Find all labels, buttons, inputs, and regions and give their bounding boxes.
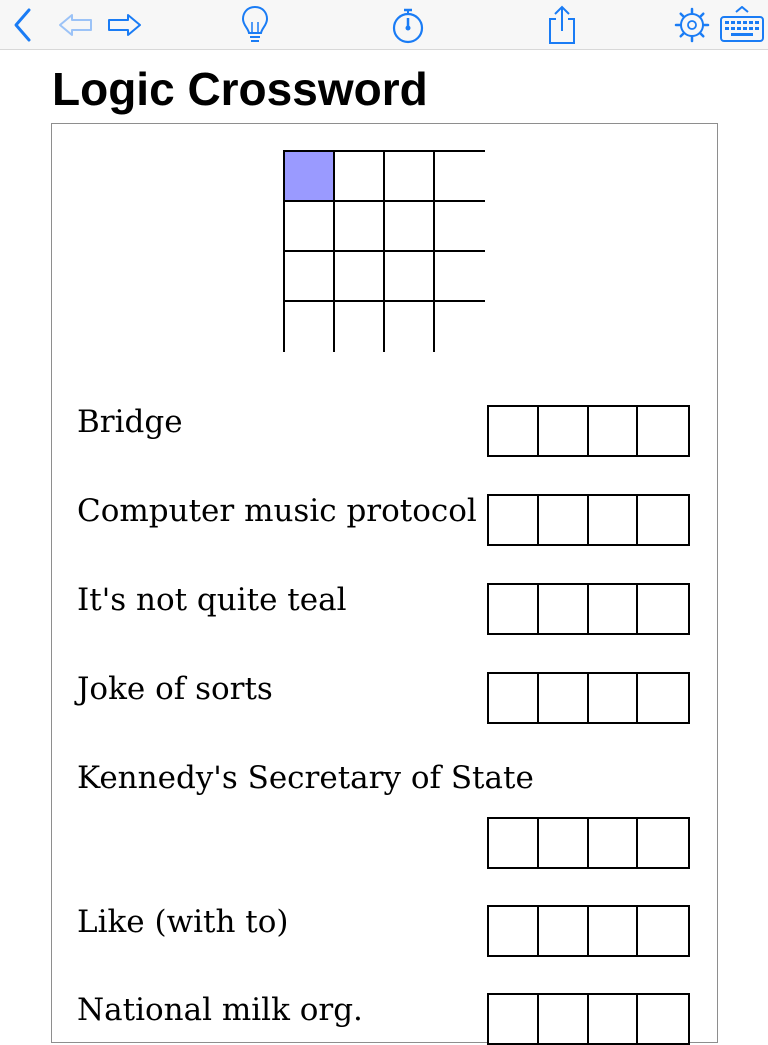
grid-cell-r1c4[interactable]: [435, 152, 485, 202]
answer-cell[interactable]: [539, 674, 589, 722]
answer-cell[interactable]: [489, 674, 539, 722]
grid-cell-r2c3[interactable]: [385, 202, 435, 252]
answer-cell[interactable]: [489, 819, 539, 867]
grid-cell-r3c3[interactable]: [385, 252, 435, 302]
answer-row: [487, 672, 690, 724]
answer-cell[interactable]: [589, 819, 639, 867]
answer-row: [487, 583, 690, 635]
crossword-grid: [283, 150, 485, 352]
back-chevron-icon[interactable]: [6, 0, 40, 50]
grid-cell-r4c1[interactable]: [285, 302, 335, 352]
answer-cell[interactable]: [539, 995, 589, 1043]
answer-cell[interactable]: [489, 907, 539, 955]
grid-cell-r3c4[interactable]: [435, 252, 485, 302]
answer-cell[interactable]: [539, 407, 589, 455]
clue-text: It's not quite teal: [77, 582, 347, 618]
settings-gear-icon[interactable]: [672, 0, 712, 50]
answer-cell[interactable]: [638, 585, 688, 633]
stopwatch-icon[interactable]: [388, 0, 428, 50]
lightbulb-hint-icon[interactable]: [236, 0, 274, 50]
answer-cell[interactable]: [539, 496, 589, 544]
page-title: Logic Crossword: [52, 63, 428, 115]
answer-row: [487, 494, 690, 546]
clue-text: Computer music protocol: [77, 493, 477, 529]
grid-cell-r2c2[interactable]: [335, 202, 385, 252]
clue-text: Bridge: [77, 404, 183, 440]
clue-text: Kennedy's Secretary of State: [77, 760, 534, 796]
keyboard-icon[interactable]: [718, 0, 766, 50]
answer-row: [487, 993, 690, 1045]
clue-text: Joke of sorts: [77, 671, 273, 707]
grid-cell-r4c2[interactable]: [335, 302, 385, 352]
grid-cell-r1c1[interactable]: [285, 152, 335, 202]
answer-cell[interactable]: [638, 407, 688, 455]
answer-cell[interactable]: [638, 995, 688, 1043]
answer-cell[interactable]: [489, 995, 539, 1043]
clue-text: Like (with to): [77, 904, 289, 940]
answer-cell[interactable]: [539, 585, 589, 633]
grid-cell-r3c1[interactable]: [285, 252, 335, 302]
answer-cell[interactable]: [539, 907, 589, 955]
answer-cell[interactable]: [589, 585, 639, 633]
undo-arrow-icon[interactable]: [56, 0, 96, 50]
answer-cell[interactable]: [589, 907, 639, 955]
answer-cell[interactable]: [638, 819, 688, 867]
answer-row: [487, 817, 690, 869]
grid-cell-r1c2[interactable]: [335, 152, 385, 202]
answer-cell[interactable]: [589, 496, 639, 544]
clue-text: National milk org.: [77, 992, 363, 1028]
redo-arrow-icon[interactable]: [104, 0, 144, 50]
answer-row: [487, 905, 690, 957]
answer-cell[interactable]: [489, 496, 539, 544]
answer-cell[interactable]: [638, 674, 688, 722]
answer-cell[interactable]: [539, 819, 589, 867]
answer-cell[interactable]: [638, 496, 688, 544]
share-icon[interactable]: [542, 0, 582, 50]
grid-cell-r3c2[interactable]: [335, 252, 385, 302]
grid-cell-r4c4[interactable]: [435, 302, 485, 352]
answer-cell[interactable]: [489, 407, 539, 455]
answer-cell[interactable]: [589, 407, 639, 455]
grid-cell-r1c3[interactable]: [385, 152, 435, 202]
answer-row: [487, 405, 690, 457]
answer-cell[interactable]: [489, 585, 539, 633]
grid-cell-r4c3[interactable]: [385, 302, 435, 352]
answer-cell[interactable]: [589, 995, 639, 1043]
grid-cell-r2c1[interactable]: [285, 202, 335, 252]
answer-cell[interactable]: [589, 674, 639, 722]
answer-cell[interactable]: [638, 907, 688, 955]
grid-cell-r2c4[interactable]: [435, 202, 485, 252]
top-toolbar: [0, 0, 768, 50]
